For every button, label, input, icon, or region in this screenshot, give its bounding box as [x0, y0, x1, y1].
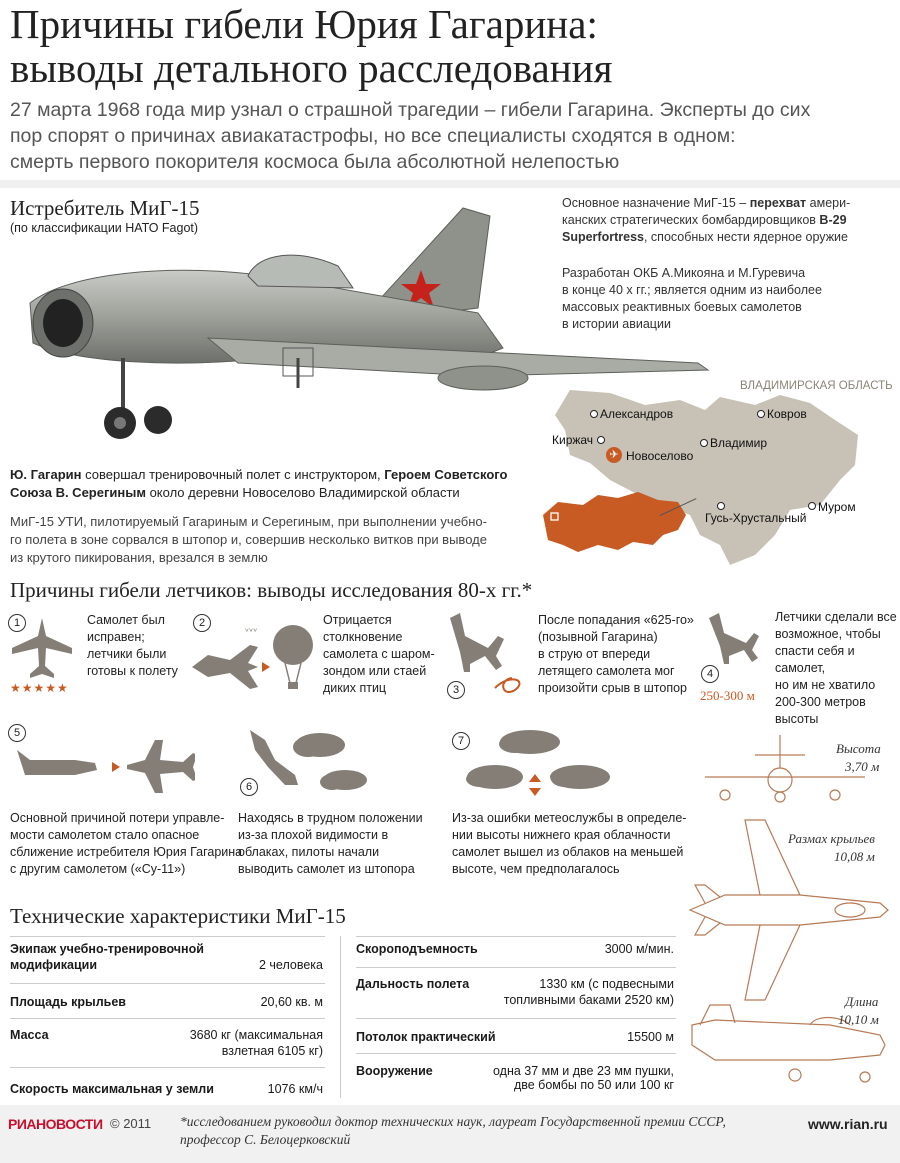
- cause-6-text: Находясь в трудном положении из-за плохой видимости в облаках, пилоты начали выводить самолет из штопора: [238, 811, 423, 876]
- region-label: ВЛАДИМИРСКАЯ ОБЛАСТЬ: [740, 380, 893, 392]
- city-kirzhach: Киржач: [552, 433, 594, 447]
- specs-left-table: [10, 936, 325, 1102]
- mig15-blueprints: [680, 725, 900, 1110]
- cause-number-5: 5: [8, 724, 26, 742]
- city-dot: [597, 436, 605, 444]
- city-dot: [590, 410, 598, 418]
- cause-number-2: 2: [193, 614, 211, 632]
- fighter-purpose: Основное назначение МиГ-15 – перехват амери- канских стратегических бомбардировщиков B-29 Superfortress, способных нести ядерное оружие: [562, 196, 851, 244]
- footnote: *исследованием руководил доктор технических наук, лауреат Государственной премии СССР, профессор С. Белоцерковский: [180, 1114, 726, 1147]
- spec-row: Дальность полета 1330 км (с подвесными топливными баками 2520 км): [356, 968, 676, 1019]
- svg-text:ᵛᵛᵛ: ᵛᵛᵛ: [245, 627, 258, 638]
- specs-right-table: [356, 936, 676, 1100]
- russia-map: [538, 490, 688, 560]
- page-title: Причины гибели Юрия Гагарина: выводы детального расследования: [10, 1, 613, 91]
- city-dot: [717, 502, 725, 510]
- copyright: © 2011: [110, 1116, 152, 1131]
- city-gus-khrustalny: Гусь-Хрустальный: [705, 511, 807, 525]
- spec-row: Скороподъемность 3000 м/мин.: [356, 937, 676, 968]
- causes-title: Причины гибели летчиков: выводы исследования 80-х гг.*: [10, 578, 533, 602]
- city-novoselovo: Новоселово: [626, 449, 694, 463]
- cause-7-text: Из-за ошибки метеослужбы в определе- нии высоты нижнего края облачности самолет вышел из облаков на меньшей высоте, чем предполагалось: [452, 811, 687, 876]
- specs-title: Технические характеристики МиГ-15: [10, 904, 346, 928]
- plane-icon: [10, 616, 75, 681]
- cause-number-1: 1: [8, 614, 26, 632]
- spec-row: Вооружение одна 37 мм и две 23 мм пушки, две бомбы по 50 или 100 кг: [356, 1064, 674, 1092]
- cause-5-text: Основной причиной потери управле- мости самолетом стало опасное сближение истребителя Юрия Гагарина с другим самолетом («Су-11»): [10, 811, 243, 876]
- city-kovrov: Ковров: [767, 407, 807, 421]
- site-link[interactable]: www.rian.ru: [808, 1116, 888, 1132]
- cause-number-7: 7: [452, 732, 470, 750]
- wingspan-value: 10,08 м: [834, 849, 875, 864]
- falling-plane-icon: [704, 608, 764, 668]
- height-value: 3,70 м: [845, 759, 880, 774]
- clouds-dive-icon: [240, 725, 370, 800]
- fighter-title: Истребитель МиГ-15: [10, 196, 200, 220]
- cause-4-text: Летчики сделали все возможное, чтобы спасти себя и самолет, но им не хватило 200-300 метров высоты: [775, 610, 897, 726]
- crash-site-icon: ✈: [606, 447, 622, 463]
- balloon-and-birds-icon: [190, 615, 320, 705]
- length-value: 10,10 м: [838, 1012, 879, 1027]
- flight-crash-description: МиГ-15 УТИ, пилотируемый Гагариным и Серегиным, при выполнении учебно- го полета в зоне сорвался в штопор и, совершив несколько витков при выводе из крутого пикирования, врезался в землю: [10, 514, 487, 565]
- height-label: Высота: [836, 741, 881, 756]
- length-label: Длина: [845, 994, 879, 1009]
- divider: [0, 180, 900, 188]
- spec-row: Масса 3680 кг (максимальная взлетная 6105 кг): [10, 1019, 325, 1068]
- cause-2-text: Отрицается столкновение самолета с шаром- зондом или стаей диких птиц: [323, 613, 435, 695]
- city-aleksandrov: Александров: [600, 407, 674, 421]
- spec-row: Скорость максимальная у земли 1076 км/ч: [10, 1082, 323, 1096]
- wingspan-label: Размах крыльев: [788, 831, 875, 846]
- cause-number-3: 3: [447, 681, 465, 699]
- rating-stars: ★★★★★: [10, 681, 69, 695]
- lead-text: 27 марта 1968 года мир узнал о страшной трагедии – гибели Гагарина. Эксперты до сих пор спорят о причинах авиакатастрофы, но все специалисты сходятся в одном: смерть первого покорителя космоса была абсолютной нелепостью: [10, 99, 811, 173]
- cause-1-text: Самолет был исправен; летчики были готовы к полету: [87, 613, 178, 678]
- fighter-development: Разработан ОКБ А.Микояна и М.Гуревича в конце 40 х гг.; является одним из наиболее массовых реактивных боевых самолетов в истории авиации: [562, 266, 822, 331]
- fighter-subtitle: (по классификации НАТО Fagot): [10, 221, 199, 235]
- city-dot: [757, 410, 765, 418]
- brand-logo: РИАНОВОСТИ: [8, 1116, 103, 1132]
- spec-row: Потолок практический 15500 м: [356, 1019, 676, 1054]
- approaching-planes-icon: [15, 735, 195, 795]
- spec-row: Экипаж учебно-тренировочной модификации 2 человека: [10, 937, 325, 984]
- spec-row: Площадь крыльев 20,60 кв. м: [10, 984, 325, 1019]
- city-dot: [700, 439, 708, 447]
- cause-3-text: После попадания «625-го» (позывной Гагарина) в струю от впереди летящего самолета мог произойти срыв в штопор: [538, 613, 694, 695]
- city-murom: Муром: [818, 500, 856, 514]
- cause-number-6: 6: [240, 778, 258, 796]
- altitude-label: 250-300 м: [700, 688, 755, 703]
- city-dot: [808, 502, 816, 510]
- specs-divider: [340, 936, 341, 1098]
- cause-number-4: 4: [701, 665, 719, 683]
- flight-description: Ю. Гагарин совершал тренировочный полет с инструктором, Героем Советского Союза В. Серегиным около деревни Новоселово Владимирской области: [10, 467, 508, 500]
- city-vladimir: Владимир: [710, 436, 768, 450]
